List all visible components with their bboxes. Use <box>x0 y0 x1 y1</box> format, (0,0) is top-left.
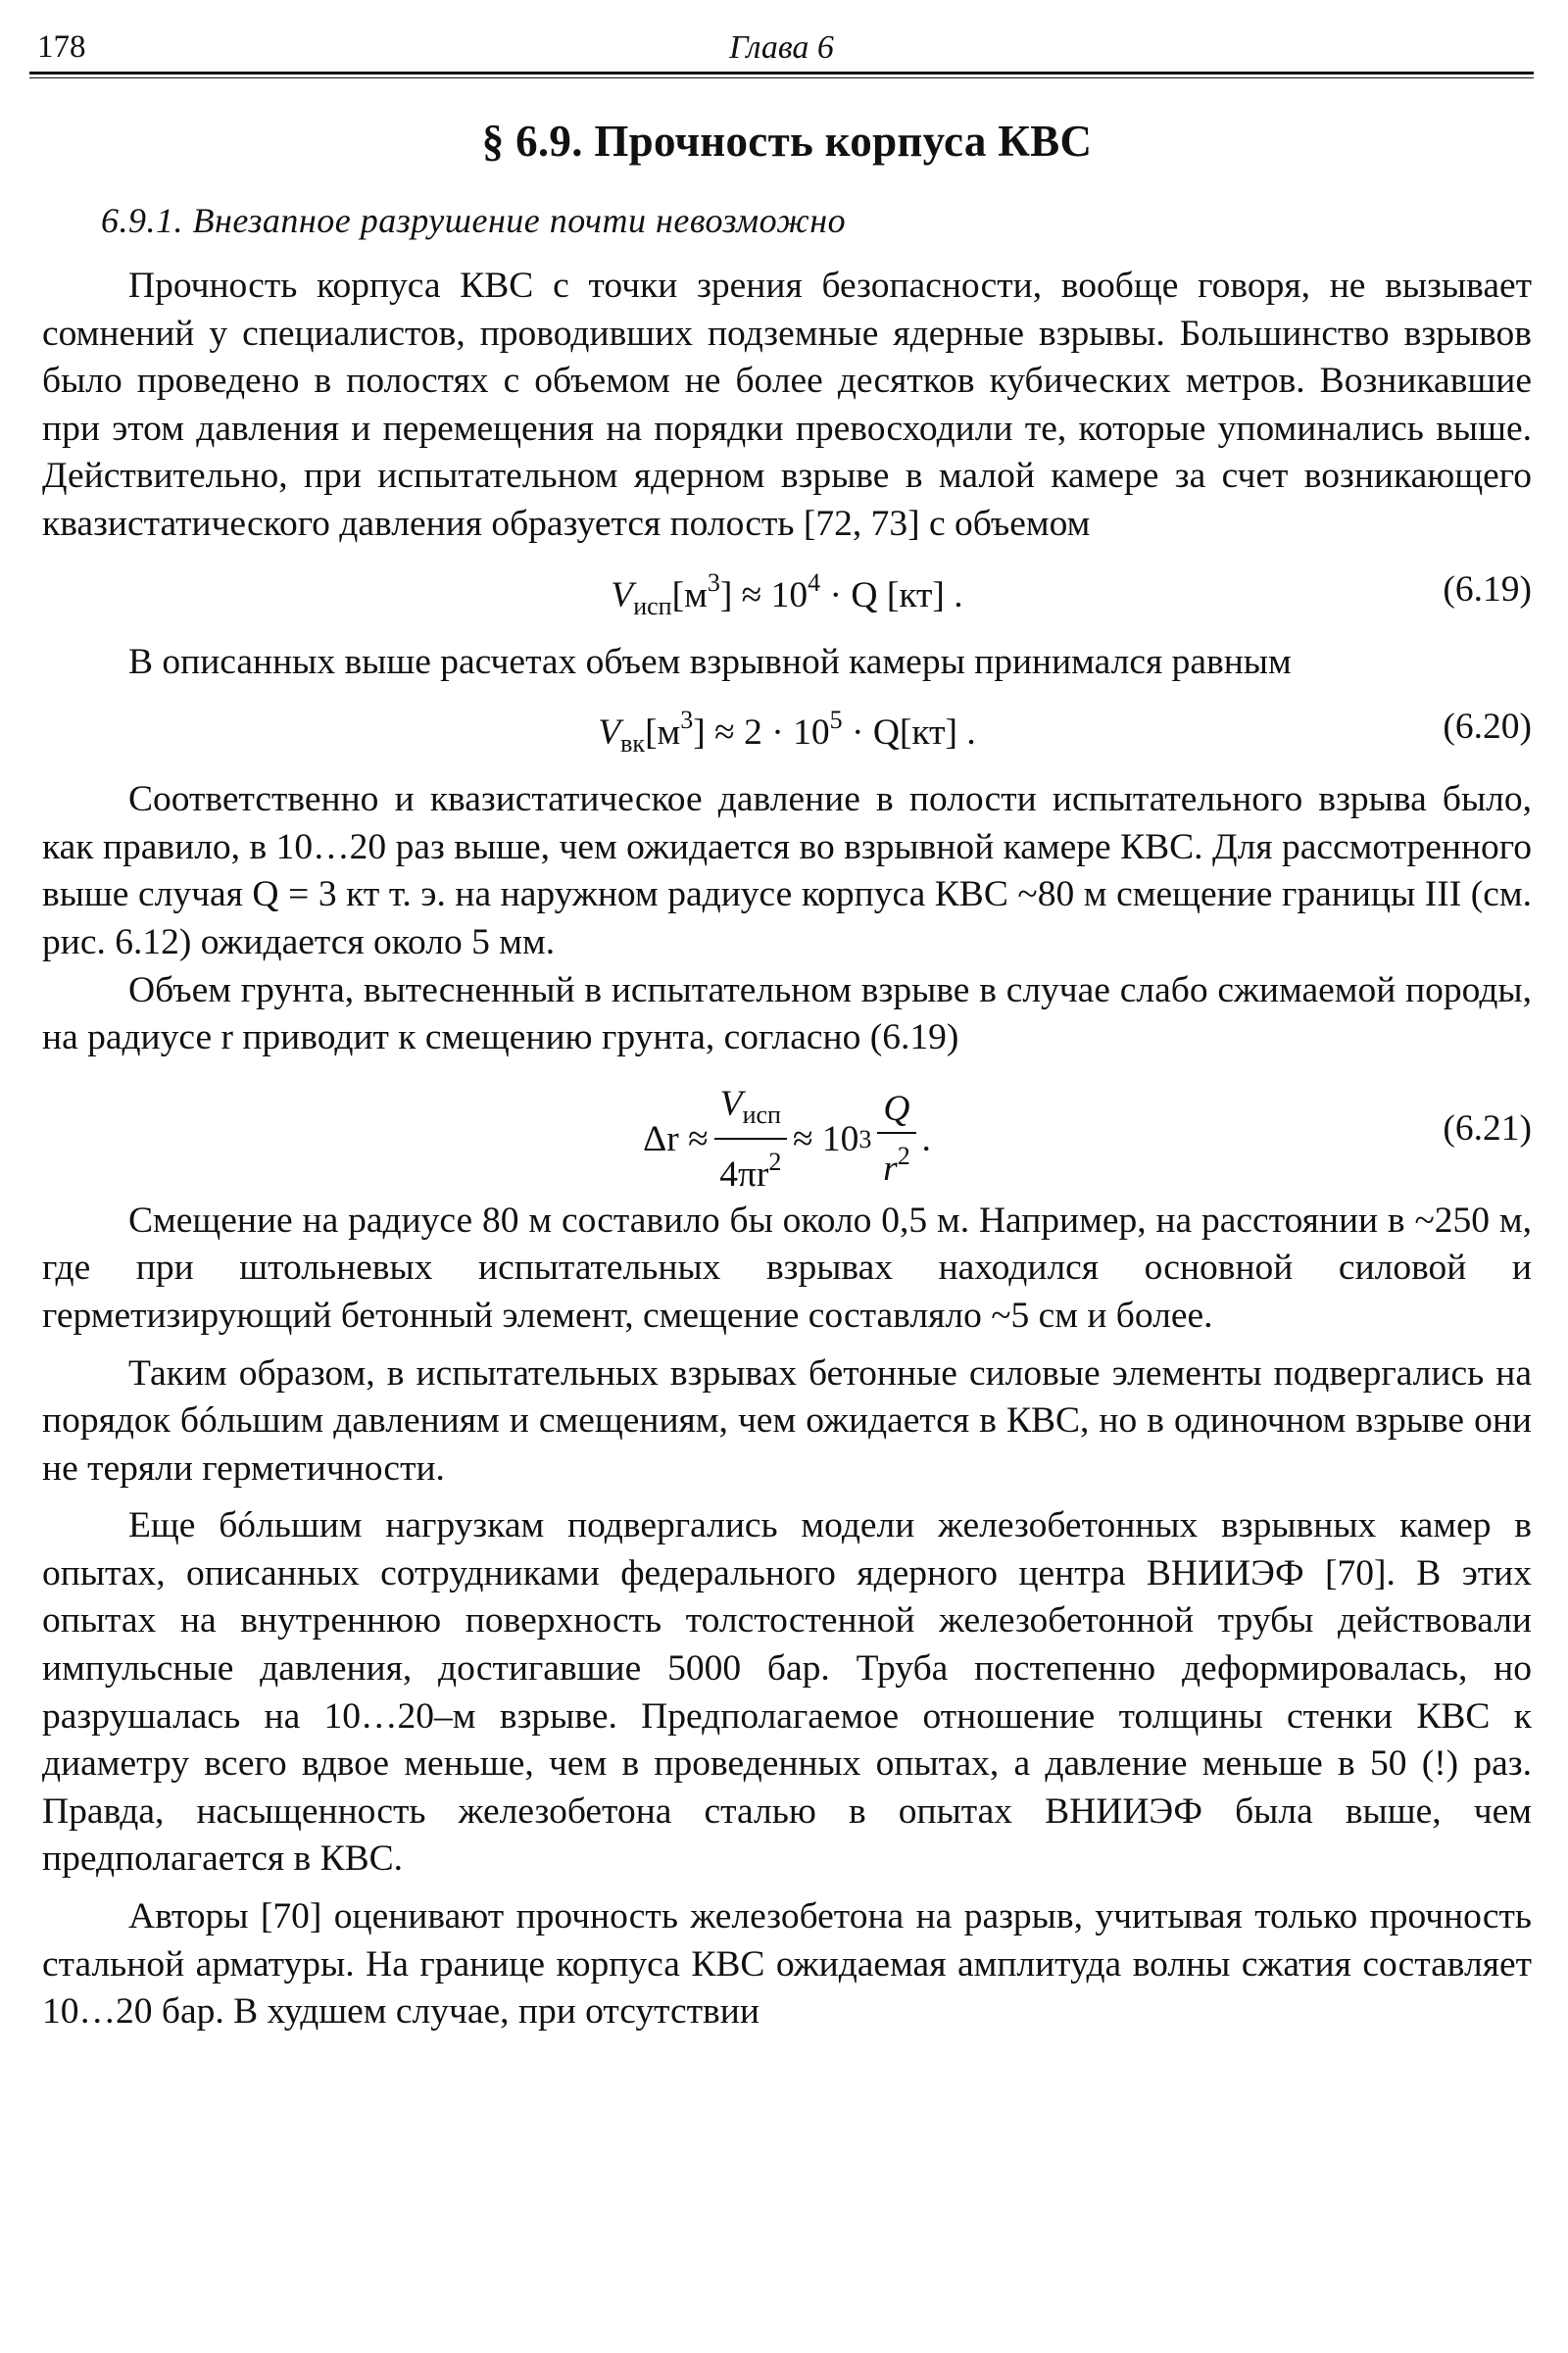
equation-6-20-formula: $V_{вк}[м^3] \approx 2 \cdot 10^5 \cdot Q[кт]$ . <box>598 706 976 759</box>
equation-6-19-formula: $V_{исп}[м^3] \approx 10^4 \cdot Q$ [кт] . <box>611 567 963 620</box>
page-number: 178 <box>37 29 86 65</box>
equation-number: (6.20) <box>1443 707 1532 748</box>
subsection-title: 6.9.1. Внезапное разрушение почти невозможно <box>101 201 847 240</box>
paragraph-8: Авторы [70] оценивают прочность железобетона на разрыв, учитывая только прочность стальной арматуры. На границе корпуса КВС ожидаемая амплитуда волны сжатия составляет 10…20 бар. В худшем случае, при отсутствии <box>42 1896 1532 2033</box>
paragraph-7: Еще бóльшим нагрузкам подвергались модели железобетонных взрывных камер в опытах, описанных сотрудниками федерального ядерного центра ВНИИЭФ [70]. В этих опытах на внутреннюю поверхность толстостенной железобетонной трубы действовали импульсные давления, достигавшие 5000 бар. Труба постепенно деформировалась, но разрушалась на 10…20–м взрыве. Предполагаемое отношение толщины стенки КВС к диаметру всего вдвое меньше, чем в проведенных опытах, а давление меньше в 50 (!) раз. Правда, насыщенность железобетона сталью в опытах ВНИИЭФ была выше, чем предполагается в КВС. <box>42 1505 1532 1880</box>
paragraph-2: В описанных выше расчетах объем взрывной камеры принимался равным <box>128 641 1292 682</box>
running-head <box>29 22 1534 71</box>
paragraph-3: Соответственно и квазистатическое давление в полости испытательного взрыва было, как правило, в 10…20 раз выше, чем ожидается во взрывной камере КВС. Для рассмотренного выше случая Q = 3 кт т. э. на наружном радиусе корпуса КВС ~80 м смещение границы III (см. рис. 6.12) ожидается около 5 мм. <box>42 779 1532 962</box>
paragraph-4: Объем грунта, вытесненный в испытательном взрыве в случае слабо сжимаемой породы, на радиусе r приводит к смещению грунта, согласно (6.19) <box>42 969 1532 1058</box>
equation-number: (6.19) <box>1443 568 1532 610</box>
chapter-title: Глава 6 <box>729 29 834 66</box>
paragraph-5: Смещение на радиусе 80 м составило бы около 0,5 м. Например, на расстоянии в ~250 м, где при штольневых испытательных взрывах находился основной силовой и герметизирующий бетонный элемент, смещение составляло ~5 см и более. <box>42 1200 1532 1336</box>
equation-6-21 <box>42 1062 1532 1198</box>
fraction-q-over-r2: $\frac{Q}{r^2}$ <box>877 1087 915 1192</box>
section-title: § 6.9. Прочность корпуса КВС <box>481 117 1093 166</box>
equation-6-21-formula: Δr ≈ $\frac{V_{исп}}{4\pi r^2}$ ≈ 10 3 $\frac{Q}{r^2}$ . <box>42 1082 1532 1198</box>
page-body <box>42 116 1532 2036</box>
header-rule-thin <box>29 77 1534 78</box>
equation-6-20 <box>42 686 1532 776</box>
equation-6-19 <box>42 549 1532 639</box>
fraction-v-over-4pir2: $\frac{V_{исп}}{4\pi r^2}$ <box>714 1082 787 1198</box>
header-rule <box>29 72 1534 74</box>
paragraph-1: Прочность корпуса КВС с точки зрения безопасности, вообще говоря, не вызывает сомнений у специалистов, проводивших подземные ядерные взрывы. Большинство взрывов было проведено в полостях с объемом не более десятков кубических метров. Возникавшие при этом давления и перемещения на порядки превосходили те, которые упоминались выше. Действительно, при испытательном ядерном взрыве в малой камере за счет возникающего квазистатического давления образуется полость [72, 73] с объемом <box>42 266 1532 544</box>
equation-number: (6.21) <box>1443 1107 1532 1149</box>
paragraph-6: Таким образом, в испытательных взрывах бетонные силовые элементы подвергались на порядок бóльшим давлениям и смещениям, чем ожидается в КВС, но в одиночном взрыве они не теряли герметичности. <box>42 1352 1532 1489</box>
